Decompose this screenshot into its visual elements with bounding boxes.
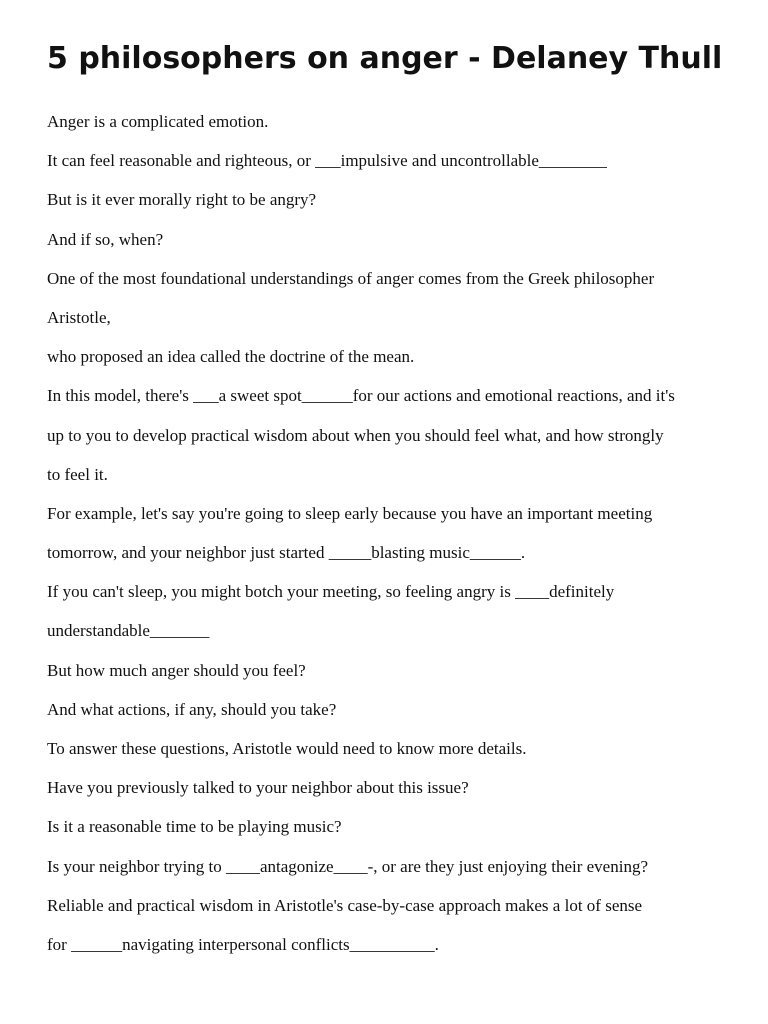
text-line: Is it a reasonable time to be playing music? xyxy=(47,817,342,837)
text-line: One of the most foundational understandings of anger comes from the Greek philosopher xyxy=(47,268,655,288)
text-line: Is your neighbor trying to ____antagonize____-, or are they just enjoying their evening? xyxy=(47,856,648,876)
document-title: 5 philosophers on anger - Delaney Thull xyxy=(47,41,723,76)
text-line: But is it ever morally right to be angry? xyxy=(47,190,317,210)
text-line: And if so, when? xyxy=(47,229,164,249)
text-line: Reliable and practical wisdom in Aristotle's case-by-case approach makes a lot of sense xyxy=(47,895,643,915)
text-line: For example, let's say you're going to sleep early because you have an important meeting xyxy=(47,503,653,523)
text-line: If you can't sleep, you might botch your meeting, so feeling angry is ____definitely xyxy=(47,582,615,602)
text-line: up to you to develop practical wisdom about when you should feel what, and how strongly xyxy=(47,425,664,445)
text-line: Aristotle, xyxy=(47,307,111,327)
text-line: for ______navigating interpersonal conflicts__________. xyxy=(47,934,439,954)
text-line: In this model, there's ___a sweet spot______for our actions and emotional reactions, and it's xyxy=(47,386,675,406)
text-line: It can feel reasonable and righteous, or ___impulsive and uncontrollable________ xyxy=(47,151,607,171)
text-line: And what actions, if any, should you take? xyxy=(47,699,337,719)
text-line: Have you previously talked to your neighbor about this issue? xyxy=(47,778,469,798)
text-line: To answer these questions, Aristotle would need to know more details. xyxy=(47,739,527,758)
text-line: who proposed an idea called the doctrine of the mean. xyxy=(47,347,415,367)
text-line: tomorrow, and your neighbor just started _____blasting music______. xyxy=(47,543,526,563)
text-line: Anger is a complicated emotion. xyxy=(47,112,269,131)
text-line: But how much anger should you feel? xyxy=(47,660,306,680)
document-body xyxy=(47,109,747,971)
text-line: understandable_______ xyxy=(47,621,210,641)
text-line: to feel it. xyxy=(47,464,108,484)
